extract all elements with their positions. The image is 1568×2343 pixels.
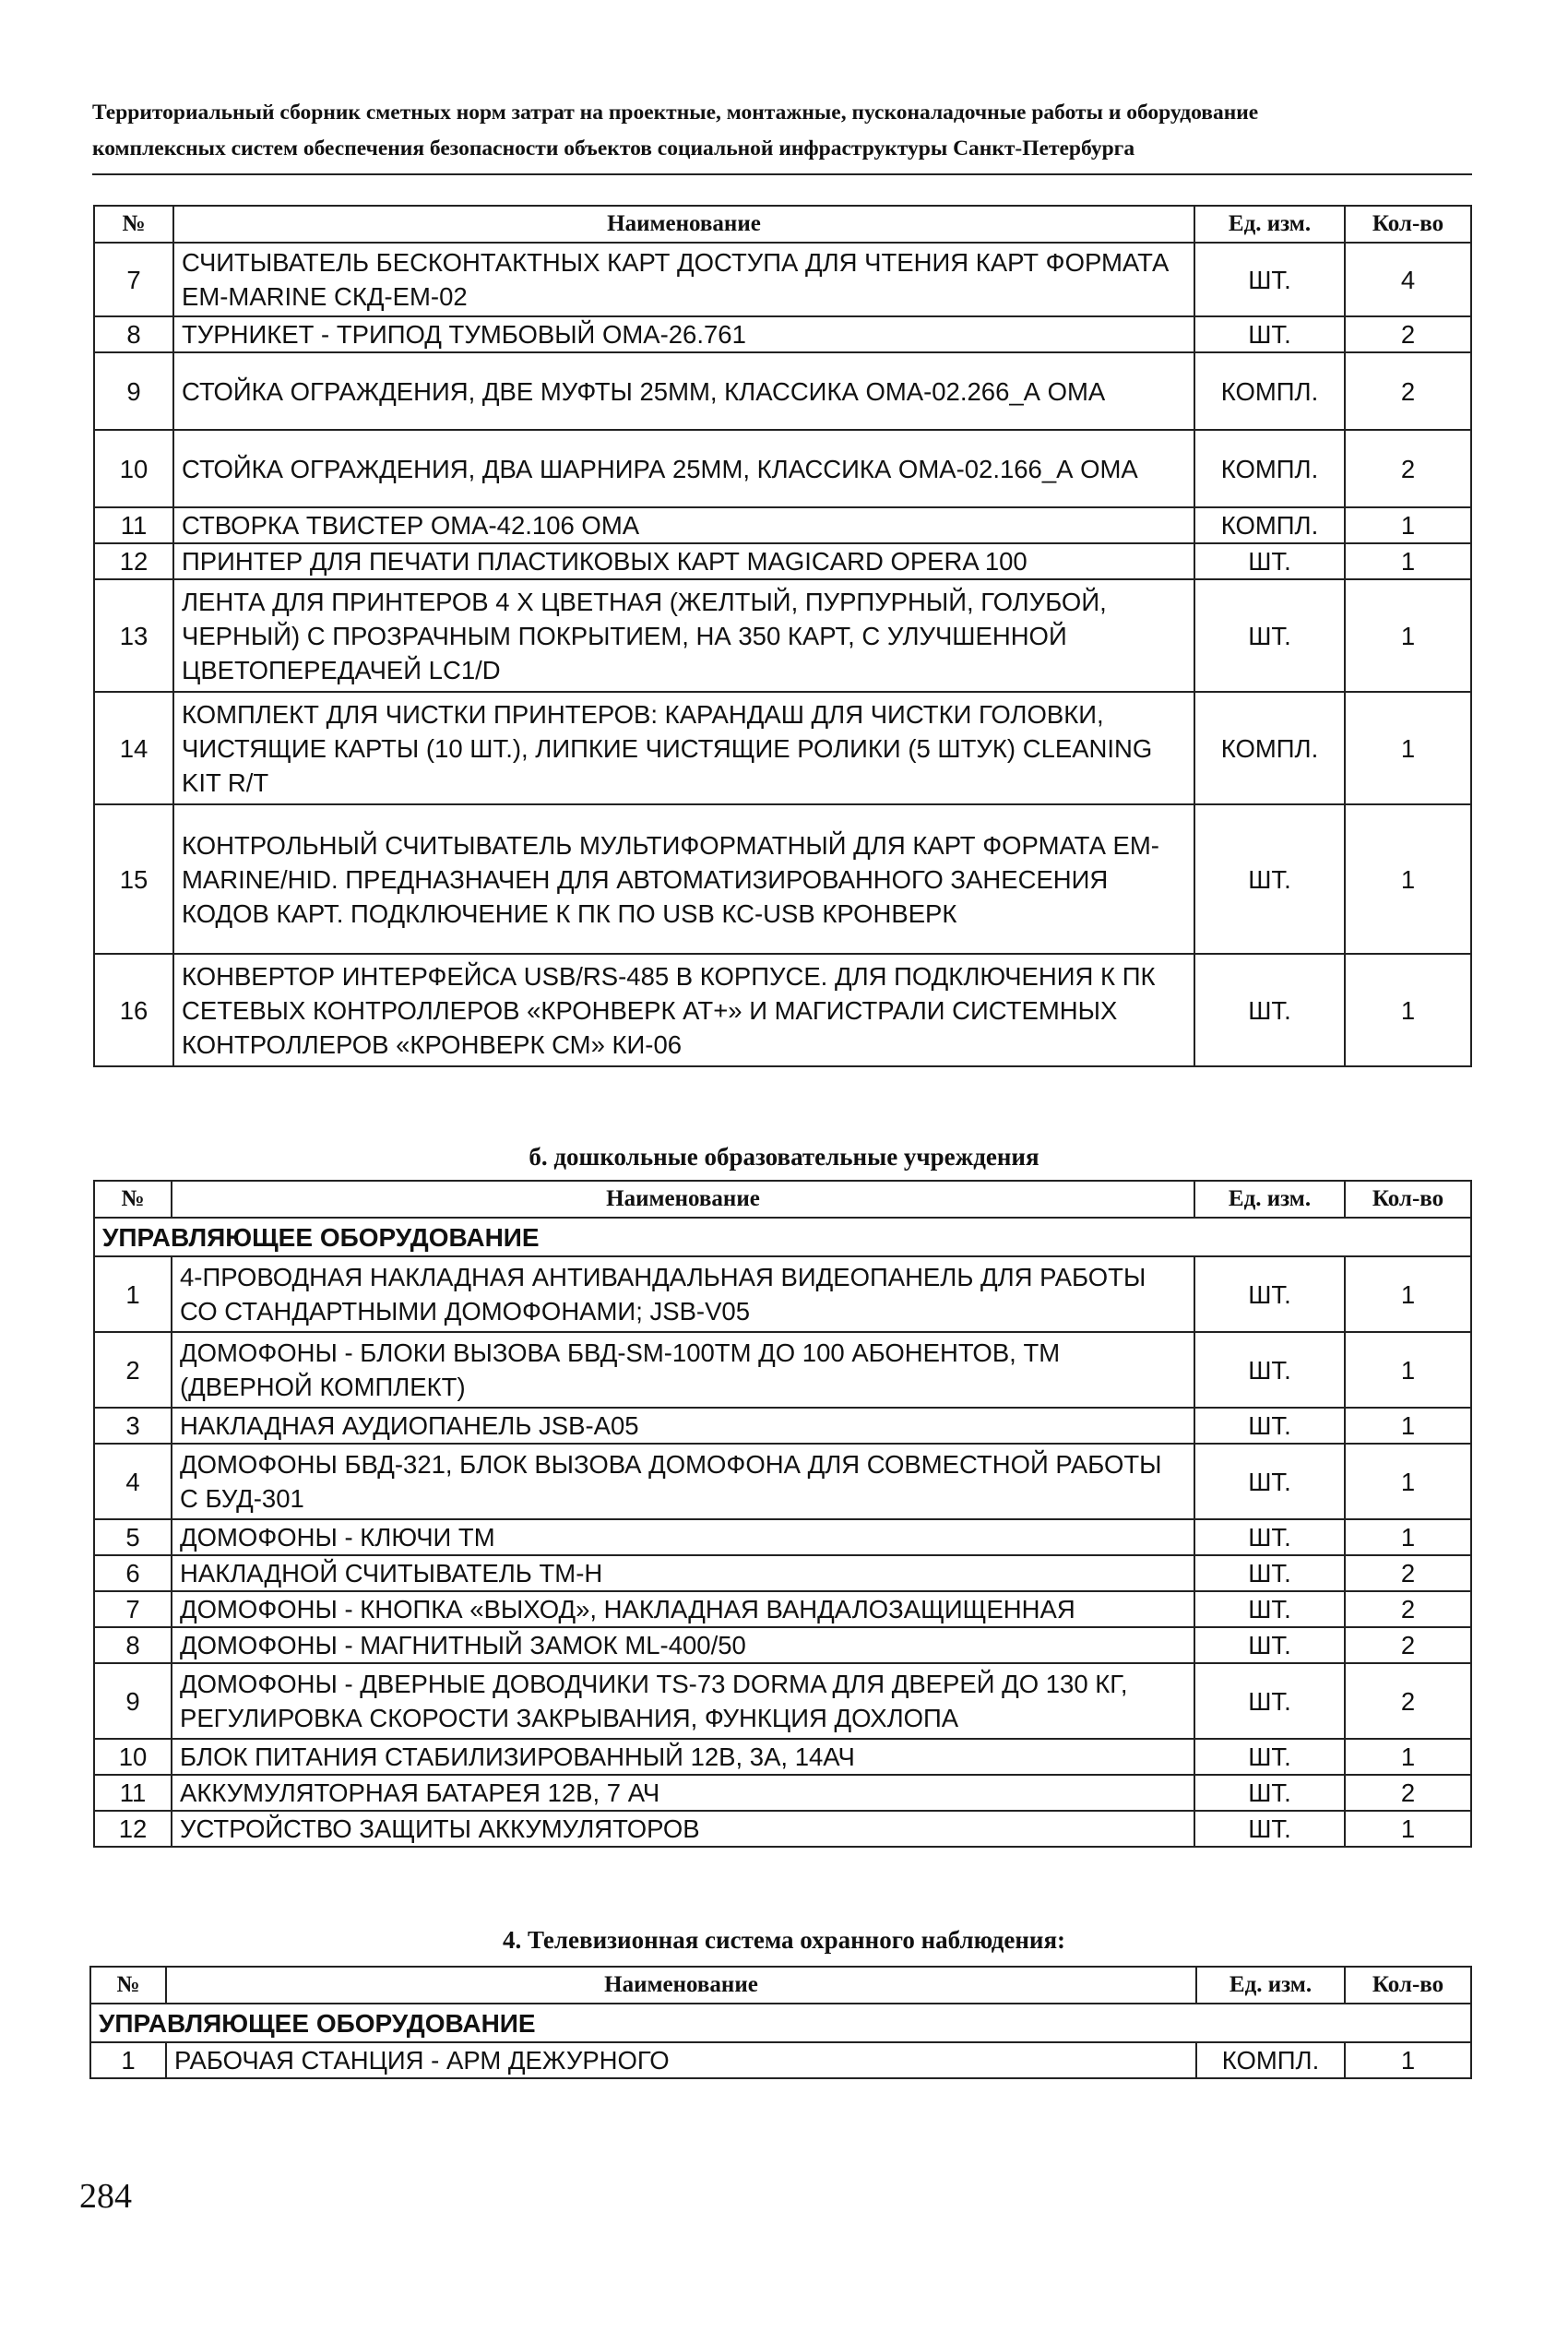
- row-qty: 2: [1345, 1775, 1471, 1811]
- row-num: 2: [94, 1332, 172, 1408]
- row-qty: 1: [1345, 1811, 1471, 1847]
- row-num: 13: [94, 579, 173, 692]
- row-num: 9: [94, 352, 173, 430]
- row-name: СТВОРКА ТВИСТЕР ОМА-42.106 ОМА: [173, 507, 1194, 543]
- column-header-num: №: [90, 1967, 166, 2004]
- row-num: 16: [94, 954, 173, 1066]
- table-row: [94, 692, 1471, 804]
- row-name: ДОМОФОНЫ - ДВЕРНЫЕ ДОВОДЧИКИ TS-73 DORMA ДЛЯ ДВЕРЕЙ ДО 130 КГ, РЕГУЛИРОВКА СКОРОСТИ ЗАКРЫВАНИЯ, ФУНКЦИЯ ДОХЛОПА: [172, 1663, 1194, 1739]
- row-name: РАБОЧАЯ СТАНЦИЯ - АРМ ДЕЖУРНОГО: [166, 2042, 1196, 2078]
- row-qty: 2: [1345, 1627, 1471, 1663]
- row-qty: 2: [1345, 1663, 1471, 1739]
- table-header-row: [94, 1181, 1471, 1218]
- row-unit: ШТ.: [1194, 1332, 1345, 1408]
- row-name: КОНТРОЛЬНЫЙ СЧИТЫВАТЕЛЬ МУЛЬТИФОРМАТНЫЙ ДЛЯ КАРТ ФОРМАТА EM-MARINE/HID. ПРЕДНАЗНАЧЕН ДЛЯ АВТОМАТИЗИРОВАННОГО ЗАНЕСЕНИЯ КОДОВ КАРТ. ПОДКЛЮЧЕНИЕ К ПК ПО USB КС-USB КРОНВЕРК: [173, 804, 1194, 954]
- row-name: УСТРОЙСТВО ЗАЩИТЫ АККУМУЛЯТОРОВ: [172, 1811, 1194, 1847]
- row-name: НАКЛАДНАЯ АУДИОПАНЕЛЬ JSB-A05: [172, 1408, 1194, 1444]
- row-qty: 1: [1345, 1739, 1471, 1775]
- row-name: ДОМОФОНЫ - КЛЮЧИ ТМ: [172, 1519, 1194, 1555]
- row-qty: 2: [1345, 1591, 1471, 1627]
- row-num: 7: [94, 243, 173, 316]
- table-row: [94, 1775, 1471, 1811]
- table-header-row: [90, 1967, 1471, 2004]
- row-qty: 1: [1345, 543, 1471, 579]
- row-unit: ШТ.: [1194, 1555, 1345, 1591]
- row-name: НАКЛАДНОЙ СЧИТЫВАТЕЛЬ ТМ-Н: [172, 1555, 1194, 1591]
- row-unit: ШТ.: [1194, 1739, 1345, 1775]
- column-header-qty: Кол-во: [1345, 1967, 1471, 2004]
- table-row: [94, 1408, 1471, 1444]
- row-qty: 1: [1345, 1256, 1471, 1332]
- row-name: БЛОК ПИТАНИЯ СТАБИЛИЗИРОВАННЫЙ 12В, 3А, 14АЧ: [172, 1739, 1194, 1775]
- page-number: 284: [79, 2177, 132, 2216]
- header-line-1: Территориальный сборник сметных норм затрат на проектные, монтажные, пусконаладочные работы и оборудование: [92, 101, 1259, 125]
- row-name: ДОМОФОНЫ - КНОПКА «ВЫХОД», НАКЛАДНАЯ ВАНДАЛОЗАЩИЩЕННАЯ: [172, 1591, 1194, 1627]
- row-num: 15: [94, 804, 173, 954]
- row-unit: КОМПЛ.: [1194, 692, 1345, 804]
- row-unit: КОМПЛ.: [1194, 430, 1345, 507]
- row-num: 6: [94, 1555, 172, 1591]
- row-num: 14: [94, 692, 173, 804]
- row-name: ДОМОФОНЫ БВД-321, БЛОК ВЫЗОВА ДОМОФОНА ДЛЯ СОВМЕСТНОЙ РАБОТЫ С БУД-301: [172, 1444, 1194, 1519]
- table-row: [94, 430, 1471, 507]
- table-row: [94, 1811, 1471, 1847]
- row-name: ЛЕНТА ДЛЯ ПРИНТЕРОВ 4 Х ЦВЕТНАЯ (ЖЕЛТЫЙ, ПУРПУРНЫЙ, ГОЛУБОЙ, ЧЕРНЫЙ) С ПРОЗРАЧНЫМ ПОКРЫТИЕМ, НА 350 КАРТ, С УЛУЧШЕННОЙ ЦВЕТОПЕРЕДАЧЕЙ LC1/D: [173, 579, 1194, 692]
- group-heading-control-equipment: УПРАВЛЯЮЩЕЕ ОБОРУДОВАНИЕ: [90, 2004, 1471, 2042]
- table-row: [94, 1663, 1471, 1739]
- row-num: 1: [90, 2042, 166, 2078]
- row-qty: 2: [1345, 1555, 1471, 1591]
- table-row: [94, 543, 1471, 579]
- row-num: 7: [94, 1591, 172, 1627]
- row-qty: 1: [1345, 1444, 1471, 1519]
- page-header: [92, 95, 1476, 167]
- row-unit: ШТ.: [1194, 543, 1345, 579]
- section-caption-cctv: 4. Телевизионная система охранного наблюдения:: [502, 1926, 1066, 1954]
- row-qty: 2: [1345, 430, 1471, 507]
- table-row: [94, 579, 1471, 692]
- row-name: 4-ПРОВОДНАЯ НАКЛАДНАЯ АНТИВАНДАЛЬНАЯ ВИДЕОПАНЕЛЬ ДЛЯ РАБОТЫ СО СТАНДАРТНЫМИ ДОМОФОНАМИ; JSB-V05: [172, 1256, 1194, 1332]
- table-row: [94, 954, 1471, 1066]
- row-unit: ШТ.: [1194, 954, 1345, 1066]
- row-unit: ШТ.: [1194, 1591, 1345, 1627]
- table-row: [94, 1256, 1471, 1332]
- row-qty: 2: [1345, 352, 1471, 430]
- row-name: ДОМОФОНЫ - МАГНИТНЫЙ ЗАМОК ML-400/50: [172, 1627, 1194, 1663]
- column-header-unit: Ед. изм.: [1194, 1181, 1345, 1218]
- row-unit: ШТ.: [1194, 316, 1345, 352]
- row-qty: 1: [1345, 954, 1471, 1066]
- row-name: АККУМУЛЯТОРНАЯ БАТАРЕЯ 12В, 7 АЧ: [172, 1775, 1194, 1811]
- row-num: 12: [94, 1811, 172, 1847]
- table-row: [94, 1555, 1471, 1591]
- column-header-unit: Ед. изм.: [1194, 206, 1345, 243]
- row-qty: 1: [1345, 1332, 1471, 1408]
- row-unit: ШТ.: [1194, 1811, 1345, 1847]
- column-header-num: №: [94, 1181, 172, 1218]
- table-row: [94, 1332, 1471, 1408]
- column-header-num: №: [94, 206, 173, 243]
- row-qty: 1: [1345, 579, 1471, 692]
- column-header-name: Наименование: [166, 1967, 1196, 2004]
- table-row: [94, 243, 1471, 316]
- row-num: 9: [94, 1663, 172, 1739]
- row-name: ТУРНИКЕТ - ТРИПОД ТУМБОВЫЙ ОМА-26.761: [173, 316, 1194, 352]
- table-row: [94, 1591, 1471, 1627]
- row-unit: ШТ.: [1194, 1663, 1345, 1739]
- table-row: [94, 1627, 1471, 1663]
- row-unit: ШТ.: [1194, 1256, 1345, 1332]
- column-header-qty: Кол-во: [1345, 206, 1471, 243]
- row-qty: 1: [1345, 804, 1471, 954]
- row-num: 4: [94, 1444, 172, 1519]
- row-name: ПРИНТЕР ДЛЯ ПЕЧАТИ ПЛАСТИКОВЫХ КАРТ MAGICARD OPERA 100: [173, 543, 1194, 579]
- row-unit: ШТ.: [1194, 243, 1345, 316]
- table-row: [94, 1739, 1471, 1775]
- column-header-name: Наименование: [172, 1181, 1194, 1218]
- row-name: СТОЙКА ОГРАЖДЕНИЯ, ДВА ШАРНИРА 25ММ, КЛАССИКА ОМА-02.166_А ОМА: [173, 430, 1194, 507]
- group-row: [90, 2004, 1471, 2042]
- group-row: [94, 1218, 1471, 1256]
- section-caption-preschool: б. дошкольные образовательные учреждения: [529, 1143, 1039, 1171]
- row-unit: ШТ.: [1194, 1775, 1345, 1811]
- row-num: 1: [94, 1256, 172, 1332]
- column-header-qty: Кол-во: [1345, 1181, 1471, 1218]
- row-qty: 1: [1345, 1519, 1471, 1555]
- row-unit: ШТ.: [1194, 1627, 1345, 1663]
- table-row: [94, 804, 1471, 954]
- row-num: 8: [94, 316, 173, 352]
- equipment-table-access-control: [93, 205, 1472, 1067]
- row-unit: ШТ.: [1194, 1444, 1345, 1519]
- table-row: [94, 316, 1471, 352]
- row-num: 11: [94, 507, 173, 543]
- row-num: 3: [94, 1408, 172, 1444]
- row-unit: ШТ.: [1194, 579, 1345, 692]
- row-name: КОНВЕРТОР ИНТЕРФЕЙСА USB/RS-485 В КОРПУСЕ. ДЛЯ ПОДКЛЮЧЕНИЯ К ПК СЕТЕВЫХ КОНТРОЛЛЕРОВ «КРОНВЕРК AT+» И МАГИСТРАЛИ СИСТЕМНЫХ КОНТРОЛЛЕРОВ «КРОНВЕРК СМ» КИ-06: [173, 954, 1194, 1066]
- row-unit: ШТ.: [1194, 1408, 1345, 1444]
- header-rule: [92, 173, 1472, 175]
- row-qty: 1: [1345, 507, 1471, 543]
- row-num: 10: [94, 430, 173, 507]
- row-name: СЧИТЫВАТЕЛЬ БЕСКОНТАКТНЫХ КАРТ ДОСТУПА ДЛЯ ЧТЕНИЯ КАРТ ФОРМАТА EM-MARINE СКД-EM-02: [173, 243, 1194, 316]
- row-unit: КОМПЛ.: [1194, 352, 1345, 430]
- row-num: 8: [94, 1627, 172, 1663]
- group-heading-control-equipment: УПРАВЛЯЮЩЕЕ ОБОРУДОВАНИЕ: [94, 1218, 1471, 1256]
- row-qty: 2: [1345, 316, 1471, 352]
- table-row: [90, 2042, 1471, 2078]
- row-qty: 1: [1345, 2042, 1471, 2078]
- row-qty: 4: [1345, 243, 1471, 316]
- row-unit: КОМПЛ.: [1194, 507, 1345, 543]
- table-header-row: [94, 206, 1471, 243]
- equipment-table-preschool: [93, 1180, 1472, 1848]
- table-row: [94, 1519, 1471, 1555]
- row-name: КОМПЛЕКТ ДЛЯ ЧИСТКИ ПРИНТЕРОВ: КАРАНДАШ ДЛЯ ЧИСТКИ ГОЛОВКИ, ЧИСТЯЩИЕ КАРТЫ (10 ШТ.), ЛИПКИЕ ЧИСТЯЩИЕ РОЛИКИ (5 ШТУК) CLEANING KIT R/T: [173, 692, 1194, 804]
- row-num: 10: [94, 1739, 172, 1775]
- row-unit: КОМПЛ.: [1196, 2042, 1345, 2078]
- row-qty: 1: [1345, 1408, 1471, 1444]
- row-num: 5: [94, 1519, 172, 1555]
- row-name: ДОМОФОНЫ - БЛОКИ ВЫЗОВА БВД-SM-100ТМ ДО 100 АБОНЕНТОВ, ТМ (ДВЕРНОЙ КОМПЛЕКТ): [172, 1332, 1194, 1408]
- equipment-table-cctv: [89, 1966, 1472, 2079]
- row-qty: 1: [1345, 692, 1471, 804]
- table-row: [94, 507, 1471, 543]
- table-row: [94, 1444, 1471, 1519]
- row-unit: ШТ.: [1194, 1519, 1345, 1555]
- table-row: [94, 352, 1471, 430]
- row-unit: ШТ.: [1194, 804, 1345, 954]
- column-header-unit: Ед. изм.: [1196, 1967, 1345, 2004]
- row-num: 12: [94, 543, 173, 579]
- column-header-name: Наименование: [173, 206, 1194, 243]
- row-num: 11: [94, 1775, 172, 1811]
- row-name: СТОЙКА ОГРАЖДЕНИЯ, ДВЕ МУФТЫ 25ММ, КЛАССИКА ОМА-02.266_А ОМА: [173, 352, 1194, 430]
- header-line-2: комплексных систем обеспечения безопасности объектов социальной инфраструктуры Санкт-Петербурга: [92, 137, 1135, 161]
